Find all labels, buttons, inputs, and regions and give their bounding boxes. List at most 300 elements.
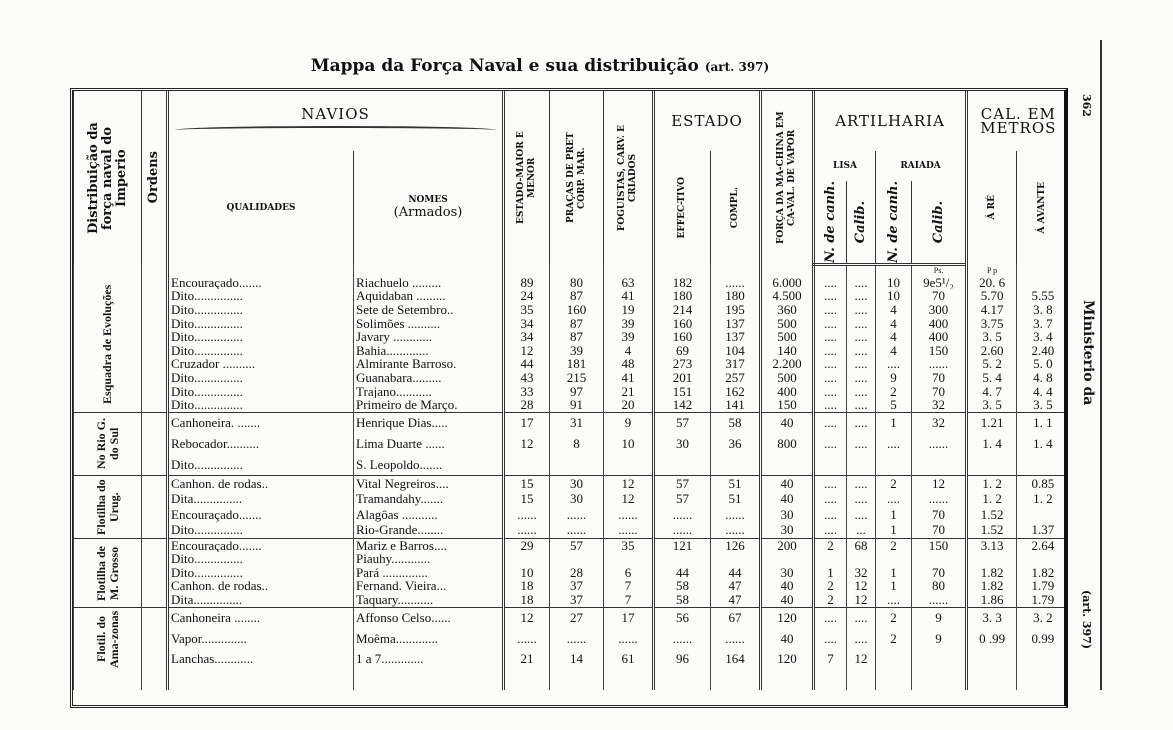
foguistas-cell	[604, 289, 654, 303]
cell-value: 6	[624, 565, 632, 580]
pracas-cell	[550, 607, 604, 628]
cell-value: ....	[824, 610, 838, 626]
cell-value: Moêma.............	[356, 630, 438, 646]
qualidade-cell	[168, 330, 354, 344]
cell-value: 195	[725, 302, 745, 317]
cell-value: 1. 2	[982, 475, 1002, 491]
cell-value: 47	[728, 593, 742, 608]
filler-cell	[168, 670, 354, 690]
cell-value: 3. 5	[982, 398, 1002, 413]
cell-value: 800	[777, 435, 797, 451]
calado-avante-cell	[1017, 371, 1068, 385]
effectivo-cell	[654, 593, 711, 607]
cell-value: 17	[621, 610, 635, 626]
header-ordens: Ordens	[142, 91, 168, 264]
cell-value: 1	[890, 506, 897, 522]
forca-vapor-cell	[761, 454, 814, 475]
cell-value: ....	[824, 475, 838, 491]
cell-value: 36	[728, 435, 742, 451]
calado-re-cell	[967, 475, 1017, 491]
foguistas-cell	[604, 507, 654, 523]
effectivo-cell	[654, 454, 711, 475]
lisa-calib-cell	[847, 398, 876, 412]
complemento-cell	[711, 628, 761, 649]
estado-maior-cell	[504, 649, 550, 670]
qualidade-cell	[168, 475, 354, 491]
cell-value: Canhon. de rodas..	[171, 579, 269, 594]
pracas-cell	[550, 522, 604, 538]
nome-cell	[354, 412, 504, 433]
raiada-n-canh-cell	[876, 385, 912, 399]
foguistas-cell	[604, 412, 654, 433]
cell-value: 48	[621, 357, 635, 371]
effectivo-cell	[654, 538, 711, 552]
group-label	[74, 276, 142, 412]
cell-value: ......	[928, 435, 949, 451]
calado-avante-cell	[1017, 522, 1068, 538]
units-cell	[550, 264, 604, 276]
complemento-cell	[711, 538, 761, 552]
group-label	[74, 607, 142, 669]
qualidade-cell	[168, 522, 354, 538]
pracas-cell	[550, 330, 604, 344]
cell-value: 58	[728, 415, 742, 431]
table-row	[74, 552, 1069, 566]
estado-maior-cell	[504, 607, 550, 628]
cell-value: 27	[570, 610, 584, 626]
foguistas-cell	[604, 628, 654, 649]
table-row	[74, 303, 1069, 317]
cell-value: 34	[520, 330, 534, 344]
filler-cell	[354, 670, 504, 690]
forca-vapor-cell	[761, 607, 814, 628]
raiada-calib-cell	[912, 303, 967, 317]
pracas-cell	[550, 649, 604, 670]
table-row	[74, 566, 1069, 580]
units-cell	[967, 264, 1017, 276]
header-estado: ESTADO	[654, 91, 761, 151]
estado-maior-cell	[504, 552, 550, 566]
cell-value: ......	[566, 506, 587, 522]
cell-value: Encouraçado.......	[171, 538, 262, 553]
estado-maior-cell	[504, 385, 550, 399]
cell-value: 5	[890, 398, 897, 413]
cell-value: 1. 2	[1033, 491, 1053, 507]
forca-vapor-cell	[761, 552, 814, 566]
estado-maior-cell	[504, 433, 550, 454]
cell-value: Javary ............	[356, 330, 433, 344]
calado-avante-cell	[1017, 491, 1068, 507]
cell-value: ....	[854, 610, 868, 626]
cell-value: 160	[672, 316, 693, 331]
table-row	[74, 607, 1069, 628]
raiada-calib-cell	[912, 607, 967, 628]
lisa-n-canh-cell	[814, 507, 847, 523]
cell-value: 30	[570, 491, 584, 507]
pracas-cell	[550, 398, 604, 412]
nome-cell	[354, 317, 504, 331]
cell-value: 1. 2	[982, 491, 1002, 507]
table-row	[74, 491, 1069, 507]
lisa-calib-cell	[847, 566, 876, 580]
pracas-cell	[550, 579, 604, 593]
calado-avante-cell	[1017, 649, 1068, 670]
forca-vapor-cell	[761, 566, 814, 580]
units-cell	[142, 264, 168, 276]
cell-value: 360	[777, 302, 797, 317]
pracas-cell	[550, 538, 604, 552]
nome-cell	[354, 371, 504, 385]
raiada-n-canh-cell	[876, 538, 912, 552]
group-label-text: Flotilha do Urug.	[93, 478, 121, 535]
cell-value: ....	[824, 316, 838, 331]
cell-value: 214	[672, 302, 693, 317]
cell-value: 4. 8	[1033, 370, 1053, 385]
calado-re-cell	[967, 344, 1017, 358]
estado-maior-cell	[504, 357, 550, 371]
calado-re-cell	[967, 330, 1017, 344]
cell-value: 140	[777, 343, 797, 358]
cell-value: Taquary...........	[356, 593, 434, 608]
complemento-cell	[711, 649, 761, 670]
cell-value: 29	[520, 538, 534, 553]
estado-maior-cell	[504, 371, 550, 385]
lisa-n-canh-cell	[814, 454, 847, 475]
cell-value: ......	[928, 593, 949, 608]
cell-value: 10	[887, 275, 901, 290]
raiada-calib-cell	[912, 289, 967, 303]
units-cell	[74, 264, 142, 276]
cell-value: 200	[777, 538, 797, 553]
cell-value: Alagôas ...........	[356, 506, 438, 522]
cell-value: 2	[890, 384, 897, 399]
foguistas-cell	[604, 344, 654, 358]
cell-value: 70	[932, 384, 946, 399]
estado-maior-cell	[504, 317, 550, 331]
lisa-calib-cell	[847, 276, 876, 290]
header-navios: NAVIOS	[168, 91, 504, 151]
header-compl: COMPL.	[711, 151, 761, 264]
cell-value: 7	[624, 579, 632, 594]
cell-value: 1.21	[980, 415, 1004, 431]
calado-avante-cell	[1017, 433, 1068, 454]
cell-value: Vital Negreiros....	[356, 475, 449, 491]
cell-value: Solimões ..........	[356, 316, 441, 331]
cell-value: 57	[676, 415, 690, 431]
table-row	[74, 649, 1069, 670]
lisa-calib-cell	[847, 412, 876, 433]
cell-value: Lanchas............	[171, 651, 254, 667]
cell-value: Lima Duarte ......	[356, 435, 445, 451]
cell-value: 57	[676, 475, 690, 491]
cell-value: 12	[854, 651, 868, 667]
raiada-n-canh-cell	[876, 522, 912, 538]
raiada-calib-cell	[912, 579, 967, 593]
effectivo-cell	[654, 289, 711, 303]
effectivo-cell	[654, 412, 711, 433]
lisa-calib-cell	[847, 344, 876, 358]
raiada-n-canh-cell	[876, 276, 912, 290]
cell-value: 40	[780, 415, 794, 431]
lisa-calib-cell	[847, 371, 876, 385]
effectivo-cell	[654, 303, 711, 317]
pracas-cell	[550, 433, 604, 454]
foguistas-cell	[604, 454, 654, 475]
cell-value: 121	[672, 538, 693, 553]
raiada-n-canh-cell	[876, 628, 912, 649]
calado-re-cell	[967, 607, 1017, 628]
cell-value: 4	[890, 316, 897, 331]
cell-value: ......	[517, 630, 537, 646]
qualidade-cell	[168, 593, 354, 607]
cell-value: 4. 4	[1033, 384, 1053, 399]
complemento-cell	[711, 344, 761, 358]
cell-value: 5. 2	[982, 357, 1002, 371]
article-ref: (art. 397)	[1080, 590, 1093, 650]
qualidade-cell	[168, 398, 354, 412]
table-row	[74, 507, 1069, 523]
cell-value: 3. 2	[1033, 610, 1053, 626]
raiada-calib-cell	[912, 566, 967, 580]
cell-value: 70	[932, 506, 946, 522]
raiada-calib-cell	[912, 649, 967, 670]
cell-value: 40	[780, 579, 794, 594]
cell-value: Guanabara.........	[356, 370, 442, 385]
calado-re-cell	[967, 649, 1017, 670]
calado-re-cell	[967, 317, 1017, 331]
nome-cell	[354, 491, 504, 507]
cell-value: 2	[890, 610, 897, 626]
cell-value: 1.79	[1031, 579, 1055, 594]
effectivo-cell	[654, 649, 711, 670]
lisa-calib-cell	[847, 317, 876, 331]
header-raiada-n-canh: N. de canh.	[876, 181, 912, 264]
cell-value: 21	[520, 651, 534, 667]
units-cell	[604, 264, 654, 276]
cell-value: 87	[570, 330, 584, 344]
header-estado-maior: ESTADO-MAIOR E MENOR	[504, 91, 550, 264]
cell-value: 150	[928, 343, 949, 358]
table-row	[74, 579, 1069, 593]
cell-value: 3. 5	[1033, 398, 1053, 413]
cell-value: ....	[824, 302, 838, 317]
complemento-cell	[711, 303, 761, 317]
cell-value: 500	[777, 370, 797, 385]
cell-value: 400	[777, 384, 797, 399]
forca-vapor-cell	[761, 593, 814, 607]
cell-value: ....	[824, 343, 838, 358]
cell-value: 2	[890, 630, 897, 646]
filler-cell	[504, 670, 550, 690]
lisa-n-canh-cell	[814, 607, 847, 628]
raiada-n-canh-cell	[876, 454, 912, 475]
cell-value: 30	[780, 506, 794, 522]
units-cell	[814, 264, 847, 276]
cell-value: 34	[520, 316, 534, 331]
cell-value: 2.200	[772, 357, 802, 371]
cell-value: 67	[728, 610, 742, 626]
nome-cell	[354, 522, 504, 538]
cell-value: 1	[890, 579, 897, 594]
cell-value: ....	[854, 475, 868, 491]
raiada-n-canh-cell	[876, 491, 912, 507]
effectivo-cell	[654, 607, 711, 628]
effectivo-cell	[654, 507, 711, 523]
lisa-calib-cell	[847, 552, 876, 566]
cell-value: 33	[520, 384, 534, 399]
complemento-cell	[711, 593, 761, 607]
foguistas-cell	[604, 357, 654, 371]
cell-value: Cruzador ..........	[171, 357, 256, 371]
units-cell	[847, 264, 876, 276]
nome-cell	[354, 398, 504, 412]
forca-vapor-cell	[761, 317, 814, 331]
cell-value: 500	[777, 330, 797, 344]
cell-value: 61	[621, 651, 635, 667]
forca-vapor-cell	[761, 433, 814, 454]
calado-avante-cell	[1017, 566, 1068, 580]
qualidade-cell	[168, 357, 354, 371]
cell-value: 120	[777, 651, 797, 667]
estado-maior-cell	[504, 579, 550, 593]
cell-value: ....	[824, 289, 838, 303]
qualidade-cell	[168, 649, 354, 670]
foguistas-cell	[604, 385, 654, 399]
calado-avante-cell	[1017, 454, 1068, 475]
forca-vapor-cell	[761, 289, 814, 303]
cell-value: ......	[672, 506, 693, 522]
naval-force-table	[70, 88, 1068, 708]
foguistas-cell	[604, 433, 654, 454]
forca-vapor-cell	[761, 303, 814, 317]
cell-value: 35	[621, 538, 635, 553]
lisa-n-canh-cell	[814, 344, 847, 358]
cell-value: 12	[621, 491, 635, 507]
cell-value: 80	[932, 579, 946, 594]
cell-value: ....	[854, 415, 868, 431]
lisa-n-canh-cell	[814, 538, 847, 552]
table-row	[74, 412, 1069, 433]
calado-re-cell	[967, 371, 1017, 385]
estado-maior-cell	[504, 330, 550, 344]
cell-value: 1.37	[1031, 522, 1055, 538]
qualidade-cell	[168, 454, 354, 475]
cell-value: 10	[621, 435, 635, 451]
cell-value: Pará ..............	[356, 565, 428, 580]
cell-value: 5.55	[1031, 289, 1055, 303]
cell-value: 3. 5	[982, 330, 1002, 344]
cell-value: ...	[856, 522, 866, 538]
cell-value: ....	[854, 275, 868, 290]
raiada-calib-cell	[912, 330, 967, 344]
complemento-cell	[711, 454, 761, 475]
pracas-cell	[550, 454, 604, 475]
cell-value: 500	[777, 316, 797, 331]
cell-value: 91	[570, 398, 584, 413]
pracas-cell	[550, 593, 604, 607]
forca-vapor-cell	[761, 385, 814, 399]
cell-value: Dito...............	[171, 456, 243, 472]
cell-value: 141	[725, 398, 745, 413]
cell-value: 30	[570, 475, 584, 491]
unit-label: P p	[987, 265, 998, 275]
effectivo-cell	[654, 357, 711, 371]
cell-value: 2	[827, 538, 834, 553]
cell-value: ......	[566, 522, 587, 538]
units-cell	[168, 264, 354, 276]
cell-value: 1.79	[1031, 593, 1055, 608]
table-row	[74, 538, 1069, 552]
estado-maior-cell	[504, 303, 550, 317]
lisa-n-canh-cell	[814, 579, 847, 593]
cell-value: ....	[824, 435, 838, 451]
foguistas-cell	[604, 649, 654, 670]
lisa-calib-cell	[847, 538, 876, 552]
nome-cell	[354, 330, 504, 344]
cell-value: ....	[824, 630, 838, 646]
cell-value: 3. 7	[1033, 316, 1053, 331]
cell-value: Encouraçado.......	[171, 506, 262, 522]
lisa-calib-cell	[847, 507, 876, 523]
foguistas-cell	[604, 579, 654, 593]
complemento-cell	[711, 433, 761, 454]
raiada-calib-cell	[912, 507, 967, 523]
lisa-n-canh-cell	[814, 289, 847, 303]
nome-cell	[354, 607, 504, 628]
cell-value: 400	[928, 330, 949, 344]
cell-value: 2	[890, 538, 897, 553]
effectivo-cell	[654, 566, 711, 580]
cell-value: Bahia.............	[356, 343, 429, 358]
filler-cell	[654, 670, 711, 690]
cell-value: 24	[520, 289, 534, 303]
calado-re-cell	[967, 566, 1017, 580]
cell-value: ....	[824, 522, 838, 538]
title-ref: (art. 397)	[704, 60, 770, 74]
forca-vapor-cell	[761, 579, 814, 593]
nome-cell	[354, 538, 504, 552]
foguistas-cell	[604, 371, 654, 385]
calado-avante-cell	[1017, 330, 1068, 344]
nome-cell	[354, 303, 504, 317]
cell-value: 21	[621, 384, 635, 399]
calado-re-cell	[967, 433, 1017, 454]
cell-value: 182	[672, 275, 693, 290]
cell-value: ......	[672, 630, 693, 646]
header-foguistas: FOGUISTAS, CARV. E CRIADOS	[604, 91, 654, 264]
raiada-n-canh-cell	[876, 649, 912, 670]
nome-cell	[354, 649, 504, 670]
cell-value: 257	[725, 370, 745, 385]
cell-value: 70	[932, 565, 946, 580]
units-cell	[876, 264, 912, 276]
complemento-cell	[711, 317, 761, 331]
raiada-n-canh-cell	[876, 566, 912, 580]
calado-re-cell	[967, 289, 1017, 303]
raiada-n-canh-cell	[876, 303, 912, 317]
qualidade-cell	[168, 289, 354, 303]
ordens-cell	[142, 412, 168, 475]
cell-value: 300	[928, 302, 949, 317]
cell-value: 2.60	[980, 343, 1004, 358]
cell-value: 1. 4	[982, 435, 1002, 451]
complemento-cell	[711, 289, 761, 303]
header-distribuicao: Distribuição da força naval do Imperio	[74, 91, 142, 264]
header-qualidades: QUALIDADES	[168, 151, 354, 264]
cell-value: 1	[827, 565, 834, 580]
calado-avante-cell	[1017, 303, 1068, 317]
estado-maior-cell	[504, 522, 550, 538]
